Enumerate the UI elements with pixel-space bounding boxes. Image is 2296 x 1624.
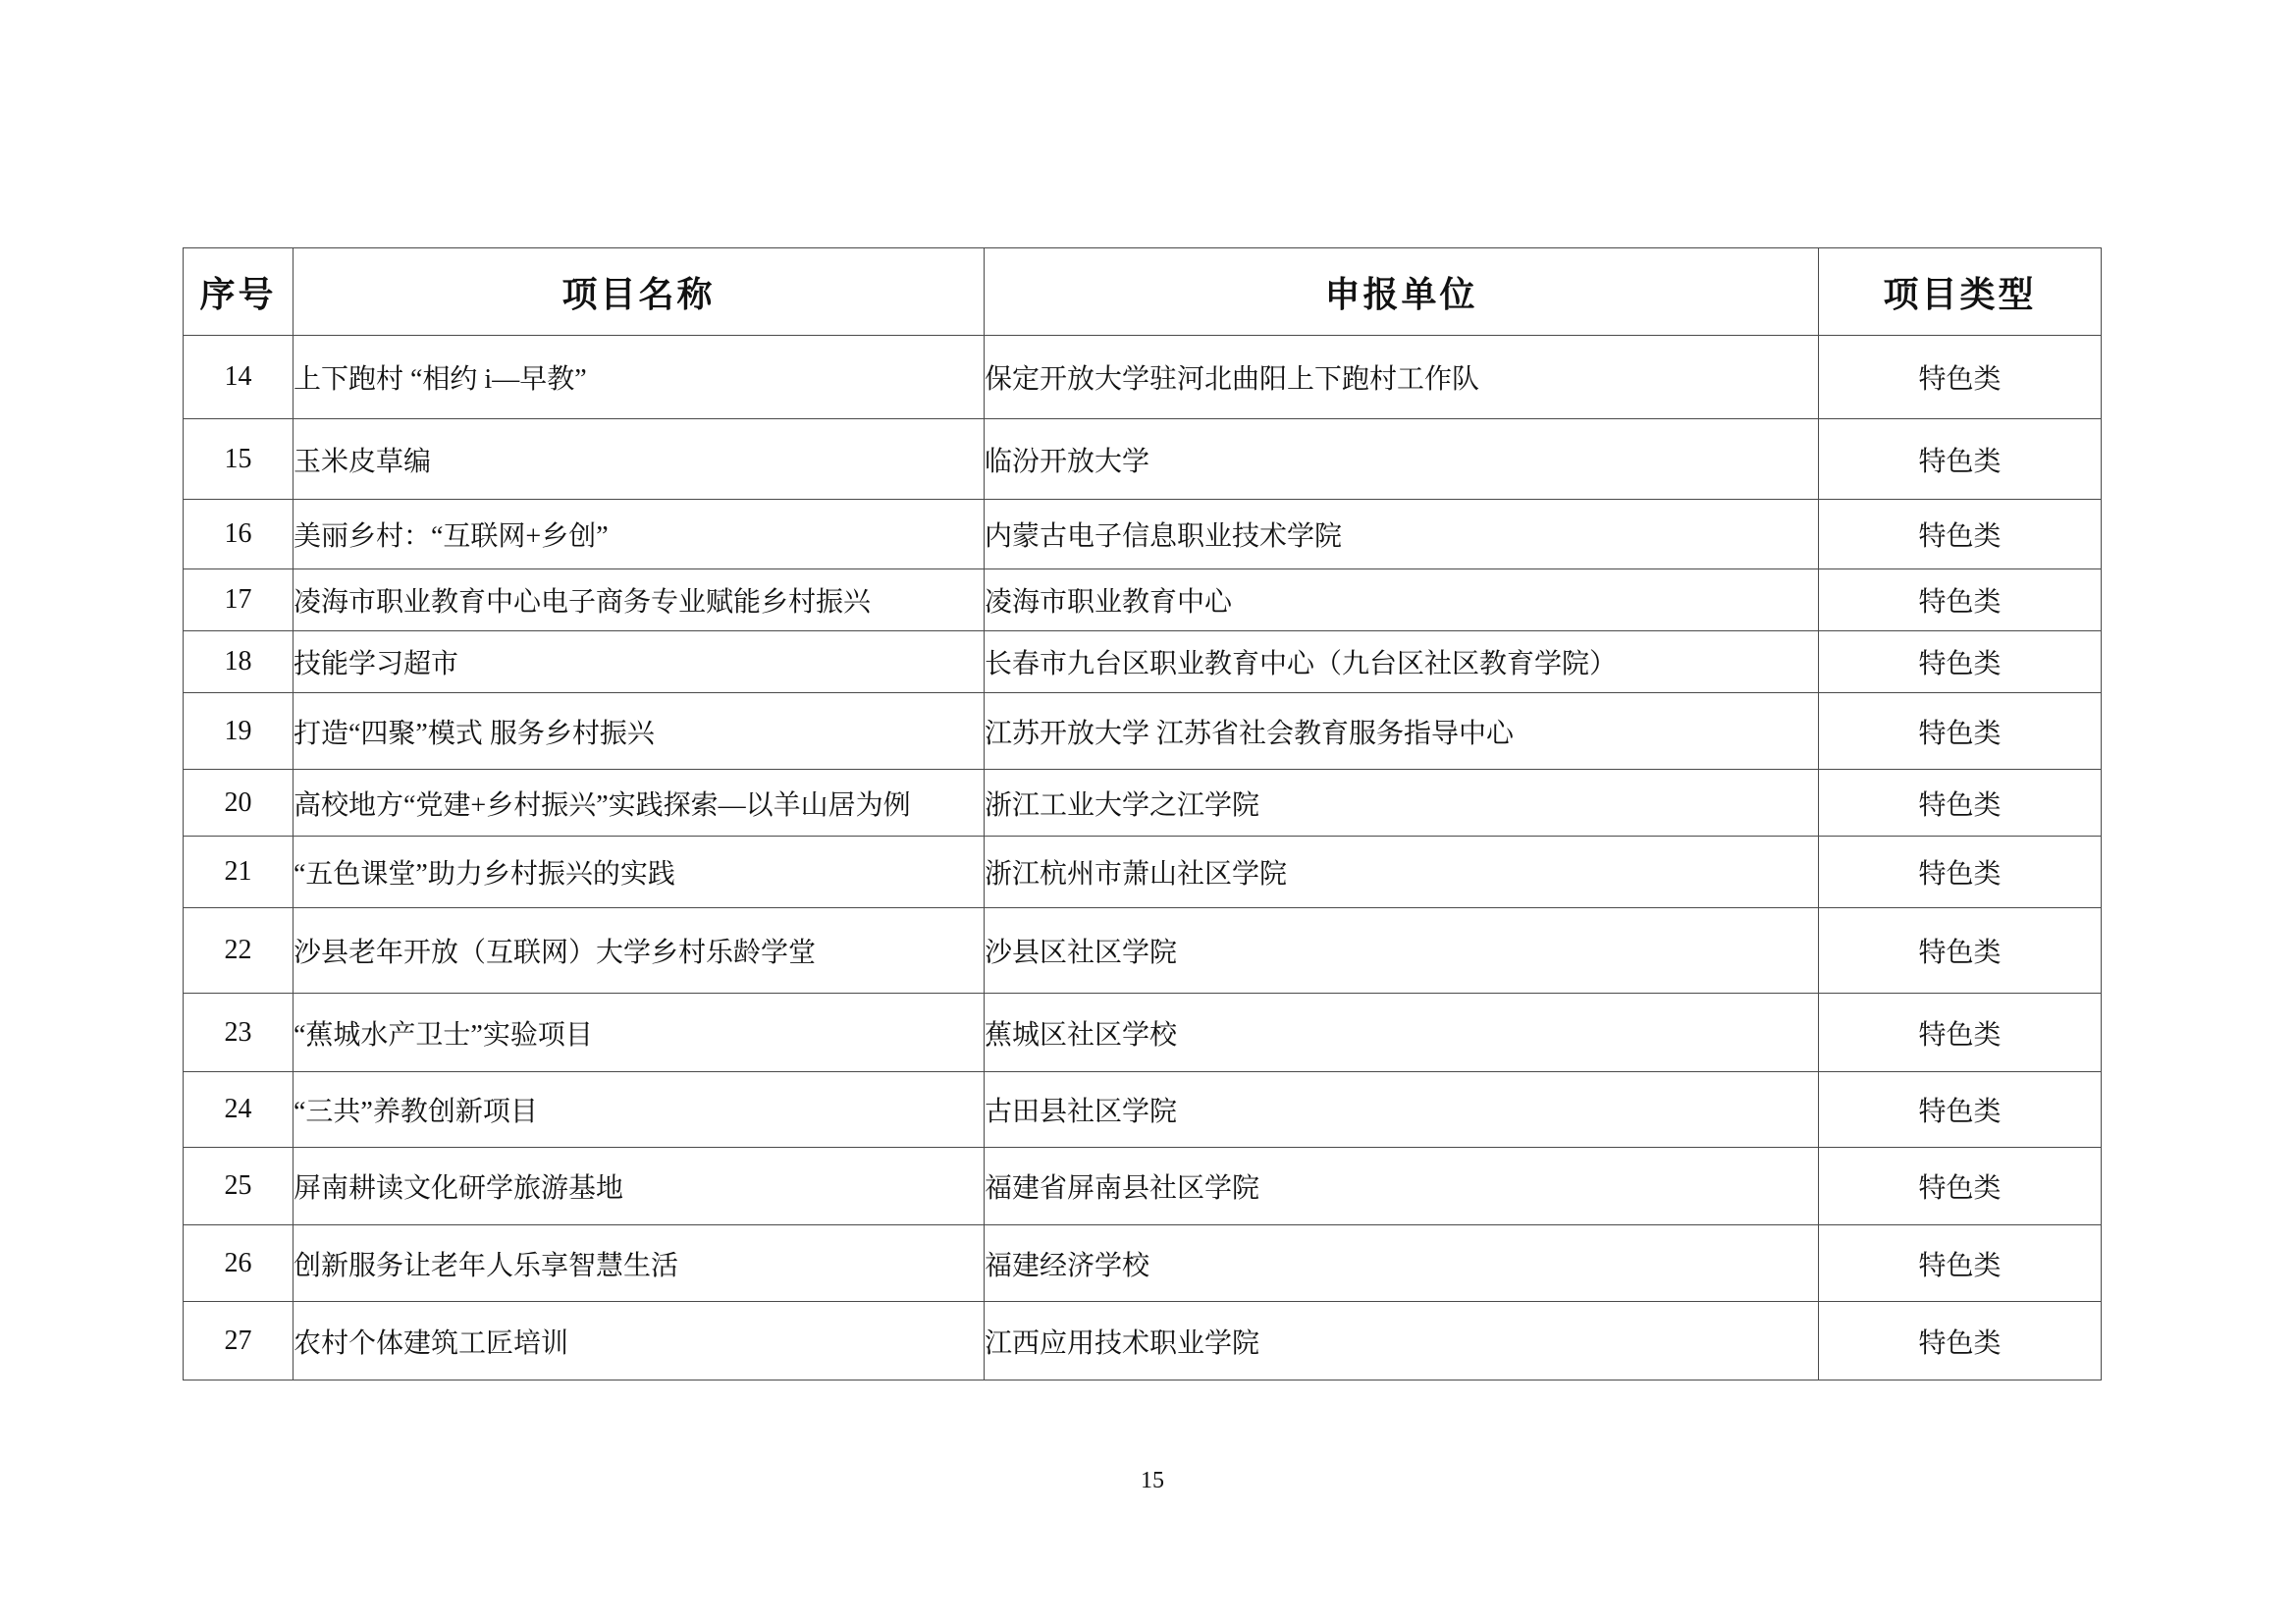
- cell-applicant: 福建经济学校: [985, 1225, 1819, 1302]
- cell-no: 23: [184, 994, 294, 1072]
- table-row: [184, 770, 2102, 837]
- cell-applicant: 江西应用技术职业学院: [985, 1302, 1819, 1380]
- cell-type: 特色类: [1819, 908, 2102, 994]
- cell-applicant: 临汾开放大学: [985, 419, 1819, 500]
- cell-no: 27: [184, 1302, 294, 1380]
- table-row: [184, 693, 2102, 770]
- cell-type: 特色类: [1819, 1072, 2102, 1148]
- table-body: [184, 336, 2102, 1380]
- table-row: [184, 908, 2102, 994]
- cell-applicant: 凌海市职业教育中心: [985, 569, 1819, 631]
- cell-no: 24: [184, 1072, 294, 1148]
- table-row: [184, 569, 2102, 631]
- cell-project-name: “五色课堂”助力乡村振兴的实践: [294, 837, 985, 908]
- cell-applicant: 蕉城区社区学校: [985, 994, 1819, 1072]
- header-project-name: 项目名称: [294, 248, 985, 336]
- table-row: [184, 336, 2102, 419]
- cell-applicant: 古田县社区学院: [985, 1072, 1819, 1148]
- cell-type: 特色类: [1819, 419, 2102, 500]
- cell-no: 19: [184, 693, 294, 770]
- header-type: 项目类型: [1819, 248, 2102, 336]
- cell-project-name: “三共”养教创新项目: [294, 1072, 985, 1148]
- cell-type: 特色类: [1819, 1302, 2102, 1380]
- cell-project-name: “蕉城水产卫士”实验项目: [294, 994, 985, 1072]
- page-number: 15: [1141, 1468, 1164, 1493]
- cell-project-name: 农村个体建筑工匠培训: [294, 1302, 985, 1380]
- table-row: [184, 631, 2102, 693]
- cell-project-name: 凌海市职业教育中心电子商务专业赋能乡村振兴: [294, 569, 985, 631]
- header-row: [184, 248, 2102, 336]
- cell-project-name: 沙县老年开放（互联网）大学乡村乐龄学堂: [294, 908, 985, 994]
- table-row: [184, 837, 2102, 908]
- cell-type: 特色类: [1819, 770, 2102, 837]
- cell-project-name: 打造“四聚”模式 服务乡村振兴: [294, 693, 985, 770]
- table-row: [184, 419, 2102, 500]
- cell-applicant: 内蒙古电子信息职业技术学院: [985, 500, 1819, 569]
- cell-type: 特色类: [1819, 1148, 2102, 1225]
- cell-no: 21: [184, 837, 294, 908]
- cell-type: 特色类: [1819, 994, 2102, 1072]
- table-row: [184, 994, 2102, 1072]
- header-applicant: 申报单位: [985, 248, 1819, 336]
- cell-project-name: 上下跑村 “相约 i—早教”: [294, 336, 985, 419]
- table-row: [184, 1225, 2102, 1302]
- cell-applicant: 保定开放大学驻河北曲阳上下跑村工作队: [985, 336, 1819, 419]
- cell-applicant: 江苏开放大学 江苏省社会教育服务指导中心: [985, 693, 1819, 770]
- cell-no: 20: [184, 770, 294, 837]
- cell-type: 特色类: [1819, 500, 2102, 569]
- cell-applicant: 福建省屏南县社区学院: [985, 1148, 1819, 1225]
- cell-type: 特色类: [1819, 569, 2102, 631]
- cell-type: 特色类: [1819, 631, 2102, 693]
- cell-no: 16: [184, 500, 294, 569]
- table-header: [184, 248, 2102, 336]
- cell-project-name: 技能学习超市: [294, 631, 985, 693]
- cell-type: 特色类: [1819, 1225, 2102, 1302]
- table-row: [184, 1072, 2102, 1148]
- table-row: [184, 1148, 2102, 1225]
- cell-no: 14: [184, 336, 294, 419]
- cell-no: 26: [184, 1225, 294, 1302]
- cell-project-name: 玉米皮草编: [294, 419, 985, 500]
- cell-no: 18: [184, 631, 294, 693]
- cell-project-name: 高校地方“党建+乡村振兴”实践探索—以羊山居为例: [294, 770, 985, 837]
- cell-applicant: 沙县区社区学院: [985, 908, 1819, 994]
- table-row: [184, 500, 2102, 569]
- cell-type: 特色类: [1819, 693, 2102, 770]
- cell-type: 特色类: [1819, 837, 2102, 908]
- cell-project-name: 屏南耕读文化研学旅游基地: [294, 1148, 985, 1225]
- header-no: 序号: [184, 248, 294, 336]
- cell-project-name: 美丽乡村：“互联网+乡创”: [294, 500, 985, 569]
- cell-no: 25: [184, 1148, 294, 1225]
- project-table: [183, 247, 2102, 1380]
- cell-project-name: 创新服务让老年人乐享智慧生活: [294, 1225, 985, 1302]
- cell-no: 17: [184, 569, 294, 631]
- cell-no: 22: [184, 908, 294, 994]
- cell-applicant: 浙江杭州市萧山社区学院: [985, 837, 1819, 908]
- cell-type: 特色类: [1819, 336, 2102, 419]
- cell-applicant: 长春市九台区职业教育中心（九台区社区教育学院）: [985, 631, 1819, 693]
- cell-no: 15: [184, 419, 294, 500]
- table-row: [184, 1302, 2102, 1380]
- cell-applicant: 浙江工业大学之江学院: [985, 770, 1819, 837]
